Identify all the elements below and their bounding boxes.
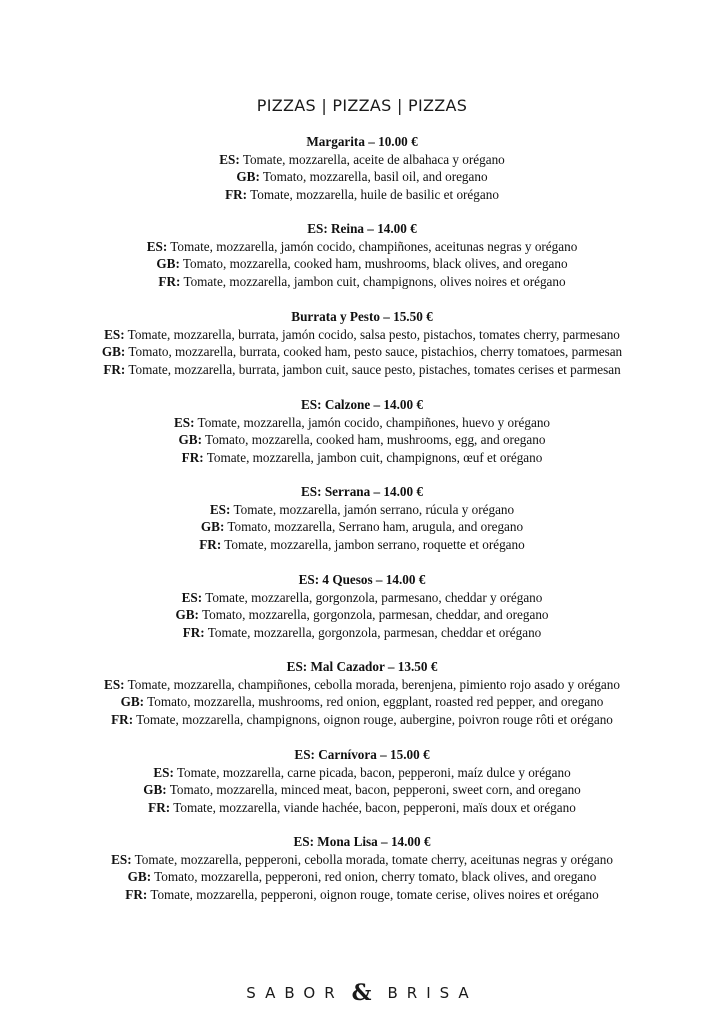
lang-label: GB: — [120, 694, 145, 709]
lang-label: FR: — [199, 536, 222, 552]
item-name: ES: Calzone – 14.00 € — [301, 397, 423, 412]
desc-text: Tomate, mozzarella, gorgonzola, parmesano, cheddar y orégano — [202, 589, 543, 605]
desc-fr — [0, 536, 724, 554]
desc-fr — [0, 186, 724, 204]
lang-label: GB: — [143, 782, 167, 797]
desc-fr — [0, 273, 724, 291]
lang-label: ES: — [104, 326, 125, 342]
desc-gb — [0, 518, 724, 536]
desc-text: Tomate, mozzarella, huile de basilic et orégano — [247, 186, 499, 202]
lang-label: GB: — [101, 344, 126, 359]
desc-gb — [0, 781, 724, 799]
desc-es — [0, 501, 724, 519]
item-name: ES: Serrana – 14.00 € — [301, 484, 423, 499]
desc-text: Tomate, mozzarella, viande hachée, bacon, pepperoni, maïs doux et orégano — [170, 799, 576, 815]
desc-es — [0, 676, 724, 694]
desc-gb — [0, 343, 724, 361]
lang-label: FR: — [111, 711, 134, 727]
desc-es — [0, 851, 724, 869]
lang-label: GB: — [156, 256, 180, 271]
item-name: ES: Carnívora – 15.00 € — [294, 747, 430, 762]
page-title: PIZZAS | PIZZAS | PIZZAS — [256, 96, 468, 115]
brand-logo — [0, 978, 724, 1004]
desc-text: Tomate, mozzarella, jambon cuit, champignons, olives noires et orégano — [180, 273, 566, 289]
menu-item-mona-lisa — [0, 833, 724, 903]
desc-text: Tomato, mozzarella, cooked ham, mushrooms, egg, and oregano — [202, 432, 546, 447]
desc-gb — [0, 606, 724, 624]
desc-text: Tomate, mozzarella, jamón cocido, champiñones, huevo y orégano — [194, 414, 551, 430]
desc-text: Tomate, mozzarella, jamón serrano, rúcula y orégano — [230, 501, 515, 517]
menu-item-margarita — [0, 133, 724, 203]
desc-fr — [0, 799, 724, 817]
desc-text: Tomate, mozzarella, carne picada, bacon, pepperoni, maíz dulce y orégano — [173, 764, 571, 780]
lang-label: ES: — [104, 676, 125, 692]
menu-item-burrata-pesto — [0, 308, 724, 378]
desc-fr — [0, 361, 724, 379]
lang-label: GB: — [200, 519, 225, 534]
lang-label: ES: — [146, 238, 168, 254]
lang-label: FR: — [158, 273, 181, 289]
lang-label: GB: — [175, 607, 199, 622]
desc-text: Tomate, mozzarella, jambon serrano, roquette et orégano — [221, 536, 525, 552]
desc-text: Tomate, mozzarella, burrata, jambon cuit, sauce pesto, pistaches, tomates cerises et parmesan — [125, 361, 621, 377]
menu-item-calzone — [0, 396, 724, 466]
desc-text: Tomato, mozzarella, Serrano ham, arugula, and oregano — [224, 519, 524, 534]
desc-gb — [0, 693, 724, 711]
lang-label: ES: — [153, 764, 174, 780]
desc-gb — [0, 255, 724, 273]
item-name: Margarita – 10.00 € — [306, 134, 418, 149]
menu-item-mal-cazador — [0, 658, 724, 728]
lang-label: ES: — [219, 151, 240, 167]
lang-label: ES: — [111, 851, 132, 867]
desc-fr — [0, 449, 724, 467]
lang-label: FR: — [125, 886, 148, 902]
desc-text: Tomato, mozzarella, minced meat, bacon, pepperoni, sweet corn, and oregano — [166, 782, 581, 797]
desc-text: Tomate, mozzarella, champiñones, cebolla morada, berenjena, pimiento rojo asado y orégano — [124, 676, 620, 692]
desc-text: Tomato, mozzarella, pepperoni, red onion, cherry tomato, black olives, and oregano — [151, 869, 597, 884]
desc-gb — [0, 868, 724, 886]
item-name: ES: Mona Lisa – 14.00 € — [293, 834, 431, 849]
desc-text: Tomato, mozzarella, basil oil, and oregano — [259, 169, 488, 184]
lang-label: GB: — [178, 432, 202, 447]
item-name: Burrata y Pesto – 15.50 € — [291, 309, 433, 324]
desc-text: Tomate, mozzarella, aceite de albahaca y orégano — [239, 151, 505, 167]
desc-text: Tomate, mozzarella, jamón cocido, champiñones, aceitunas negras y orégano — [167, 238, 578, 254]
lang-label: ES: — [173, 414, 195, 430]
item-name: ES: Mal Cazador – 13.50 € — [286, 659, 438, 674]
desc-text: Tomate, mozzarella, jambon cuit, champignons, œuf et orégano — [203, 449, 543, 465]
lang-label: FR: — [225, 186, 248, 202]
item-name: ES: Reina – 14.00 € — [307, 221, 417, 236]
desc-fr — [0, 886, 724, 904]
desc-text: Tomate, mozzarella, pepperoni, oignon rouge, tomate cerise, olives noires et orégano — [147, 886, 599, 902]
menu-item-reina — [0, 220, 724, 290]
desc-fr — [0, 624, 724, 642]
desc-es — [0, 238, 724, 256]
desc-text: Tomato, mozzarella, gorgonzola, parmesan, cheddar, and oregano — [198, 607, 549, 622]
lang-label: FR: — [181, 449, 204, 465]
item-name: ES: 4 Quesos – 14.00 € — [298, 572, 426, 587]
lang-label: ES: — [209, 501, 231, 517]
desc-es — [0, 589, 724, 607]
desc-gb — [0, 431, 724, 449]
lang-label: GB: — [236, 169, 260, 184]
desc-text: Tomate, mozzarella, burrata, jamón cocido, salsa pesto, pistachos, tomates cherry, parmesano — [124, 326, 620, 342]
desc-text: Tomato, mozzarella, mushrooms, red onion, eggplant, roasted red pepper, and oregano — [144, 694, 604, 709]
desc-es — [0, 414, 724, 432]
desc-text: Tomato, mozzarella, cooked ham, mushrooms, black olives, and oregano — [179, 256, 568, 271]
ampersand-icon: & — [351, 980, 372, 1006]
menu-item-carnivora — [0, 746, 724, 816]
menu-item-serrana — [0, 483, 724, 553]
lang-label: FR: — [148, 799, 171, 815]
lang-label: ES: — [181, 589, 203, 605]
brand-word-right: BRISA — [387, 984, 478, 1002]
desc-text: Tomato, mozzarella, burrata, cooked ham, pesto sauce, pistachios, cherry tomatoes, parmesan — [125, 344, 623, 359]
desc-text: Tomate, mozzarella, champignons, oignon rouge, aubergine, poivron rouge rôti et orégano — [133, 711, 613, 727]
desc-gb — [0, 168, 724, 186]
desc-es — [0, 326, 724, 344]
desc-es — [0, 764, 724, 782]
brand-word-left: SABOR — [246, 984, 344, 1002]
desc-fr — [0, 711, 724, 729]
lang-label: GB: — [127, 869, 152, 884]
desc-es — [0, 151, 724, 169]
lang-label: FR: — [182, 624, 205, 640]
desc-text: Tomate, mozzarella, pepperoni, cebolla morada, tomate cherry, aceitunas negras y orégano — [131, 851, 613, 867]
desc-text: Tomate, mozzarella, gorgonzola, parmesan, cheddar et orégano — [204, 624, 542, 640]
lang-label: FR: — [103, 361, 126, 377]
menu-item-4-quesos — [0, 571, 724, 641]
